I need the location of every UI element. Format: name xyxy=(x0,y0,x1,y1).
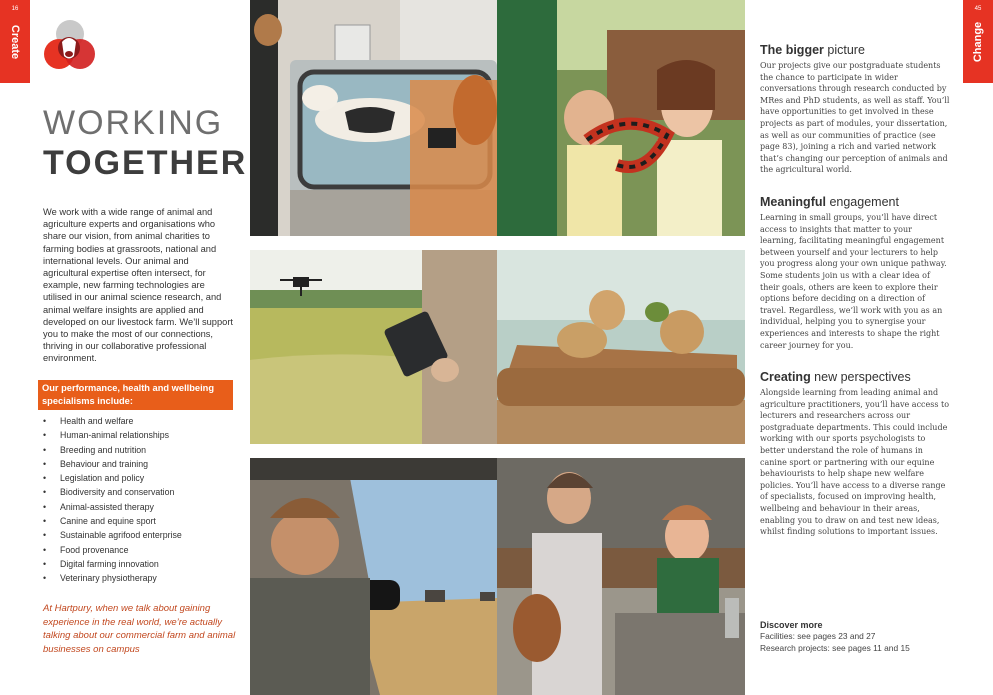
photo-farm-goat xyxy=(497,458,745,695)
facilities-link: Facilities: see pages 23 and 27 xyxy=(760,631,876,641)
title-line-2: TOGETHER xyxy=(43,144,248,182)
section-body: Alongside learning from leading animal and agriculture practitioners, you’ll have access to lecturers and researchers across our postgraduate departments. This could include working with our sports psychologists to better understand the role of humans in canine sport or partnering with our equine behaviourists to help shape new welfare policies. You’ll have access to a diverse range of specialists, focused on improving health, wellbeing and behaviour in their areas, enabling you to draw on and test new ideas, whilst finding solutions to important issues. xyxy=(760,388,950,537)
section-bigger-picture xyxy=(760,43,950,176)
list-item: • Food provenance xyxy=(43,543,182,557)
research-projects-link: Research projects: see pages 11 and 15 xyxy=(760,643,910,653)
section-tab-change xyxy=(963,0,993,83)
discover-heading: Discover more xyxy=(760,620,823,630)
photo-prairie-dogs xyxy=(497,250,745,444)
list-item: • Animal-assisted therapy xyxy=(43,500,182,514)
photo-photographer-elephants xyxy=(250,458,497,695)
specialisms-heading: Our performance, health and wellbeing specialisms include: xyxy=(38,380,233,410)
section-heading: Creating new perspectives xyxy=(760,370,911,384)
page-number: 45 xyxy=(974,6,982,12)
photo-dog-treadmill xyxy=(250,0,497,236)
title-line-1: WORKING xyxy=(43,104,224,142)
list-item: • Sustainable agrifood enterprise xyxy=(43,528,182,542)
page-number: 16 xyxy=(11,6,19,12)
list-item: • Canine and equine sport xyxy=(43,514,182,528)
photo-children-snake xyxy=(497,0,745,236)
specialisms-list xyxy=(43,414,182,586)
list-item: • Veterinary physiotherapy xyxy=(43,571,182,585)
section-tab-create xyxy=(0,0,30,83)
list-item: • Human-animal relationships xyxy=(43,428,182,442)
section-body: Learning in small groups, you’ll have direct access to insights that matter to your learning, facilitating meaningful engagement between yourself and your lecturers to help you progress along your own unique pathway. Some students join us with a clear idea of their goals, others are keen to explore their options before deciding on a direction of travel. Regardless, we’ll work with you as an individual, helping you to synergise your experiences and interests to shape the right career journey for you. xyxy=(760,213,947,350)
list-item: • Digital farming innovation xyxy=(43,557,182,571)
list-item: • Breeding and nutrition xyxy=(43,443,182,457)
intro-paragraph: We work with a wide range of animal and agriculture experts and organisations who share our vision, from animal charities to farming bodies at grassroots, national and international levels. Our animal and agricultural expertise often intersect, for example, new farming technologies are utilised in our animal science research, and animal welfare insights are applied and developed on our livestock farm. We’ll support you to make the most of our connections, thriving in our collaborative professional environment. xyxy=(43,207,233,364)
section-heading: Meaningful engagement xyxy=(760,195,899,209)
section-heading: The bigger picture xyxy=(760,43,865,57)
list-item: • Biodiversity and conservation xyxy=(43,485,182,499)
list-item: • Legislation and policy xyxy=(43,471,182,485)
section-tab-label: Create xyxy=(9,24,21,60)
pull-quote: At Hartpury, when we talk about gaining experience in the real world, we’re actually talking about our commercial farm and animal businesses on campus xyxy=(43,603,236,655)
hartpury-logo xyxy=(40,18,96,74)
list-item: • Health and welfare xyxy=(43,414,182,428)
photo-drone-field xyxy=(250,250,497,444)
list-item: • Behaviour and training xyxy=(43,457,182,471)
section-tab-label: Change xyxy=(972,21,984,63)
section-meaningful-engagement xyxy=(760,195,950,351)
section-body: Our projects give our postgraduate students the chance to participate in wider conversations through research conducted by MRes and PhD students, as well as staff. You’ll have opportunities to get involved in these projects as part of modules, your dissertation, as well as our communities of practice (see page 83), joining a rich and varied network that’s changing our perception of animals and the agricultural world. xyxy=(760,61,950,175)
discover-more xyxy=(760,620,950,654)
section-creating-perspectives xyxy=(760,370,950,538)
